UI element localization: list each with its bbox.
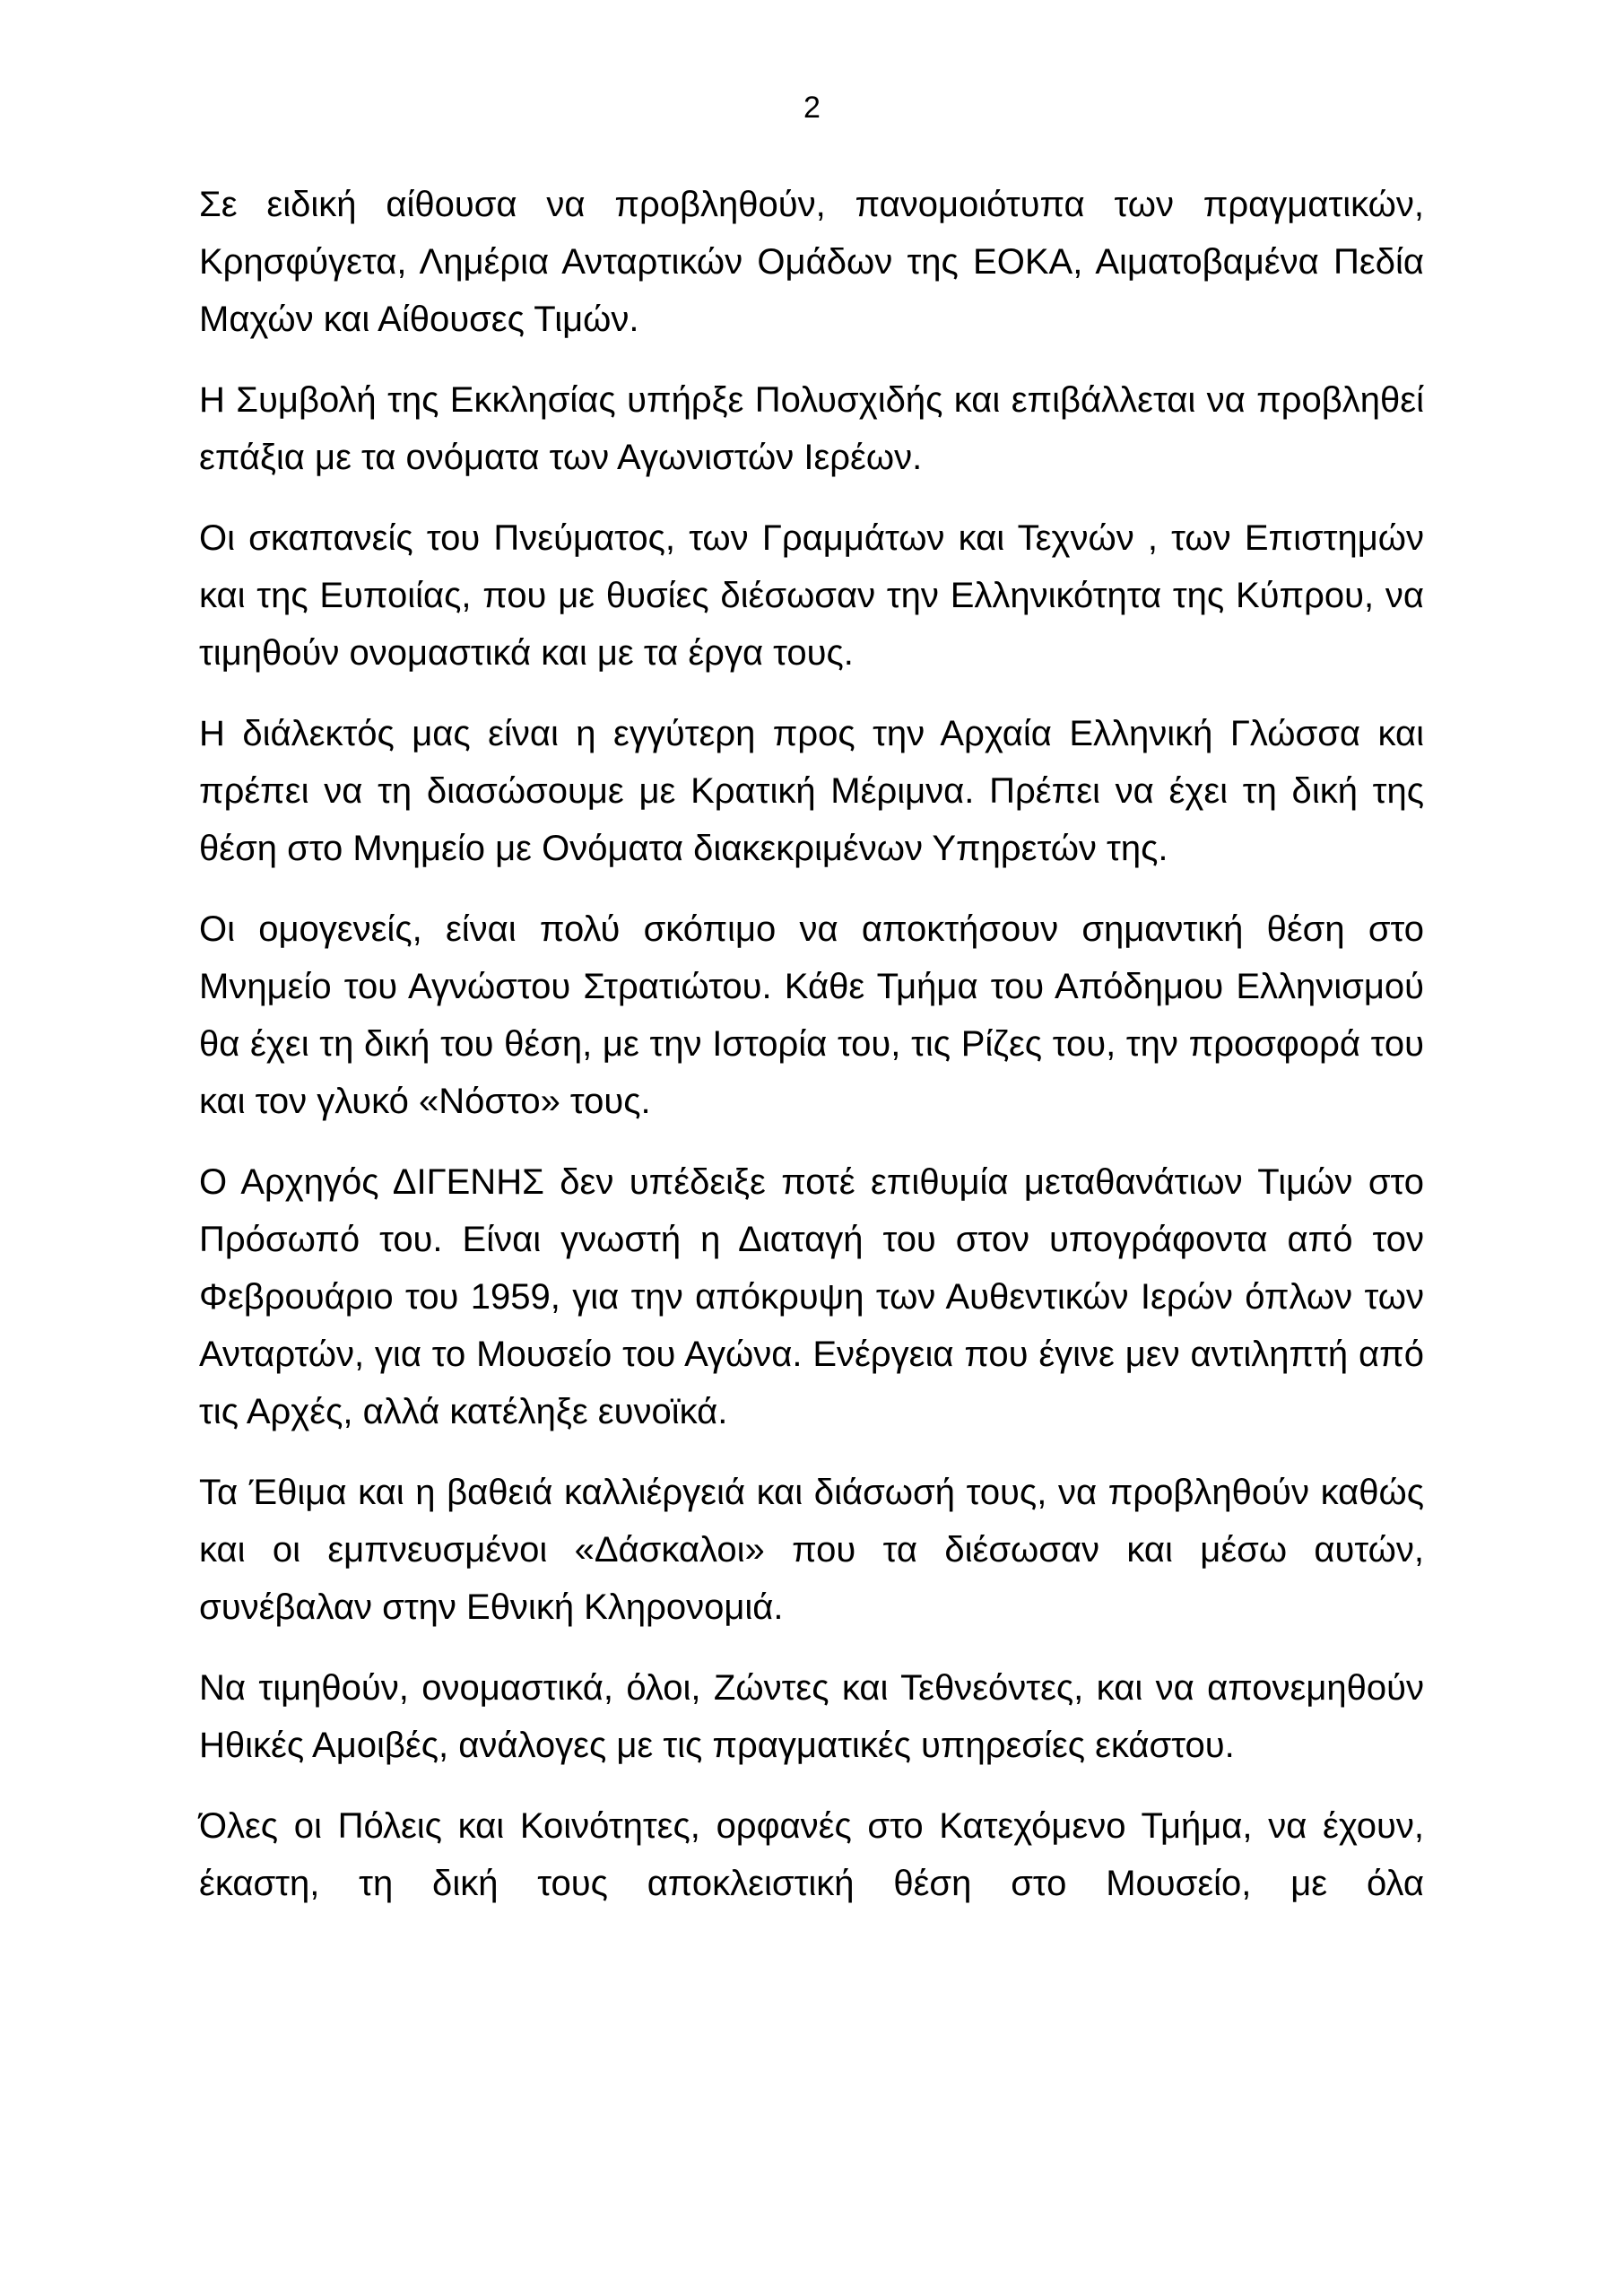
paragraph: Σε ειδική αίθουσα να προβληθούν, πανομοιότυπα των πραγματικών, Κρησφύγετα, Λημέρια Ανταρτικών Ομάδων της ΕΟΚΑ, Αιματοβαμένα Πεδία Μαχών και Αίθουσες Τιμών. — [199, 185, 1424, 339]
paragraph: Η Συμβολή της Εκκλησίας υπήρξε Πολυσχιδής και επιβάλλεται να προβληθεί επάξια με τα ονόματα των Αγωνιστών Ιερέων. — [199, 380, 1424, 477]
page-number: 2 — [803, 91, 821, 125]
document-body — [199, 176, 1424, 1912]
paragraph: Οι ομογενείς, είναι πολύ σκόπιμο να αποκτήσουν σημαντική θέση στο Μνημείο του Αγνώστου Στρατιώτου. Κάθε Τμήμα του Απόδημου Ελληνισμού θα έχει τη δική του θέση, με την Ιστορία του, τις Ρίζες του, την προσφορά του και τον γλυκό «Νόστο» τους. — [199, 909, 1424, 1121]
paragraph: Οι σκαπανείς του Πνεύματος, των Γραμμάτων και Τεχνών , των Επιστημών και της Ευποιίας, που με θυσίες διέσωσαν την Ελληνικότητα της Κύπρου, να τιμηθούν ονομαστικά και με τα έργα τους. — [199, 518, 1424, 673]
paragraph: Να τιμηθούν, ονομαστικά, όλοι, Ζώντες και Τεθνεόντες, και να απονεμηθούν Ηθικές Αμοιβές, ανάλογες με τις πραγματικές υπηρεσίες εκάστου. — [199, 1668, 1424, 1765]
paragraph: Ο Αρχηγός ΔΙΓΕΝΗΣ δεν υπέδειξε ποτέ επιθυμία μεταθανάτιων Τιμών στο Πρόσωπό του. Είναι γνωστή η Διαταγή του στον υπογράφοντα από τον Φεβρουάριο του 1959, για την απόκρυψη των Αυθεντικών Ιερών όπλων των Ανταρτών, για το Μουσείο του Αγώνα. Ενέργεια που έγινε μεν αντιληπτή από τις Αρχές, αλλά κατέληξε ευνοϊκά. — [199, 1162, 1424, 1431]
paragraph: Η διάλεκτός μας είναι η εγγύτερη προς την Αρχαία Ελληνική Γλώσσα και πρέπει να τη διασώσουμε με Κρατική Μέριμνα. Πρέπει να έχει τη δική της θέση στο Μνημείο με Ονόματα διακεκριμένων Υπηρετών της. — [199, 714, 1424, 868]
paragraph: Όλες οι Πόλεις και Κοινότητες, ορφανές στο Κατεχόμενο Τμήμα, να έχουν, έκαστη, τη δική τους αποκλειστική θέση στο Μουσείο, με όλα — [199, 1806, 1424, 1903]
paragraph: Τα Έθιμα και η βαθειά καλλιέργειά και διάσωσή τους, να προβληθούν καθώς και οι εμπνευσμένοι «Δάσκαλοι» που τα διέσωσαν και μέσω αυτών, συνέβαλαν στην Εθνική Κληρονομιά. — [199, 1473, 1424, 1627]
